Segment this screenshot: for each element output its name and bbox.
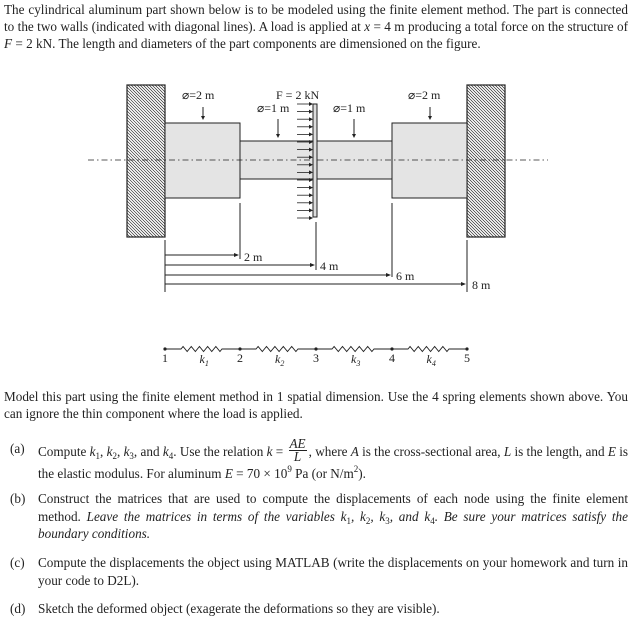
text-run: = 70 × 10 [232,466,288,481]
spring-element [392,347,467,352]
question-d [10,600,628,618]
math-text: , k [350,508,366,524]
text-run: = 4 m producing a total force on the structure of [370,19,628,34]
arrow-head [309,110,313,114]
arrow-head [461,282,466,286]
dimension-label-6m: 6 m [396,269,415,283]
arrow-head [309,117,313,121]
text-run: Compute the displacements the object using MATLAB (write the displacements on your homework and turn in your code to D2L). [38,555,628,588]
spring-label: $k_3$ [351,352,361,368]
arrow-head [386,273,391,277]
question-label: (a) [10,441,25,456]
subscript: 2 [365,515,371,526]
diameter-label-3: ⌀=1 m [333,101,366,115]
load-plate [313,104,317,217]
diameter-label-4: ⌀=2 m [408,88,441,102]
subscript: 4 [168,450,174,461]
math-text: , and k [389,508,431,524]
math-text: k [266,443,273,459]
model-paragraph [4,388,628,422]
node-label: 5 [464,351,470,365]
text-run: , [100,443,107,459]
spring-label: $k_2$ [275,352,285,368]
arrow-head [201,116,205,120]
math-text: , k [370,508,386,524]
force-label: F = 2 kN [276,88,320,102]
arrow-head [309,193,313,197]
node-label: 2 [237,351,243,365]
arrow-head [309,186,313,190]
fraction: $\frac{AE}{L}$ [289,436,306,464]
dimension-label-8m: 8 m [472,278,491,292]
question-label: (d) [10,601,26,616]
question-text [38,436,629,481]
arrow-head [309,102,313,106]
math-text: k [106,443,113,459]
spring-label: $k_4$ [426,352,436,368]
text-run: = [272,443,287,459]
text-run: is the elastic modulus. For aluminum [38,443,629,481]
text-run: . Use the relation [173,443,267,459]
text-run: Compute [38,443,90,459]
text-run: Pa (or N/m [291,466,354,481]
node-label: 3 [313,351,319,365]
subscript: 1 [95,450,101,461]
question-text [38,555,628,588]
math-text: k [89,443,96,459]
question-b [10,490,628,543]
node-label: 1 [162,351,168,365]
arrow-head [428,116,432,120]
arrow-head [309,132,313,136]
left-large-cylinder [165,123,240,198]
question-a [10,436,629,483]
math-text: x [364,19,371,34]
text-run: The cylindrical aluminum part shown below is to be modeled using the finite element method. The part is connected to the two walls (indicated with diagonal lines). A load is applied at [4,2,628,34]
math-text: L [503,443,512,459]
question-c [10,554,628,589]
text-run: Construct the matrices that are used to compute the displacements of each node using the finite element method. [38,491,628,524]
spring-element [165,347,240,352]
diameter-label-1: ⌀=2 m [182,88,215,102]
subscript: 3 [129,450,134,461]
question-label: (b) [10,491,26,506]
math-text: k [123,443,130,459]
subscript: 4 [430,515,435,526]
dimension-label-4m: 4 m [320,259,339,273]
math-text: E [224,466,233,481]
arrow-head [310,263,315,267]
spring-label: $k_1$ [199,352,209,368]
diameter-label-2: ⌀=1 m [257,101,290,115]
superscript: 2 [353,464,359,474]
math-text: F [4,36,13,51]
question-text [38,601,440,616]
subscript: 2 [112,450,117,461]
question-label: (c) [10,555,25,570]
text-run: ). [358,466,366,481]
arrow-head [276,134,280,138]
math-text: A [350,443,359,459]
math-text: . Be sure your matrices satisfy the boundary conditions. [38,508,628,541]
math-text: Leave the matrices in terms of the variables k [86,508,347,524]
math-text: k [162,443,169,459]
subscript: 1 [346,515,351,526]
arrow-head [352,134,356,138]
node-label: 4 [389,351,395,365]
spring-element [316,347,392,352]
math-text: E [607,443,616,459]
arrow-head [309,216,313,220]
text-run: is the length, and [511,443,608,459]
text-run: Model this part using the finite element method in 1 spatial dimension. Use the 4 spring elements shown above. You can ignore the thin component where the load is applied. [4,389,628,421]
arrow-head [309,125,313,129]
text-run: , and [133,443,163,459]
text-run: , where [308,443,351,459]
subscript: 3 [385,515,390,526]
text-run: , [116,443,124,459]
spring-element [240,347,316,352]
arrow-head [234,253,239,257]
dimension-label-2m: 2 m [244,250,263,264]
text-run: is the cross-sectional area, [358,443,504,459]
text-run: Sketch the deformed object (exagerate the deformations so they are visible). [38,601,440,616]
right-large-cylinder [392,123,467,198]
arrow-head [309,208,313,212]
arrow-head [309,201,313,205]
superscript: 9 [287,464,292,474]
question-text [38,491,628,541]
text-run: = 2 kN. The length and diameters of the part components are dimensioned on the figure. [12,36,481,51]
